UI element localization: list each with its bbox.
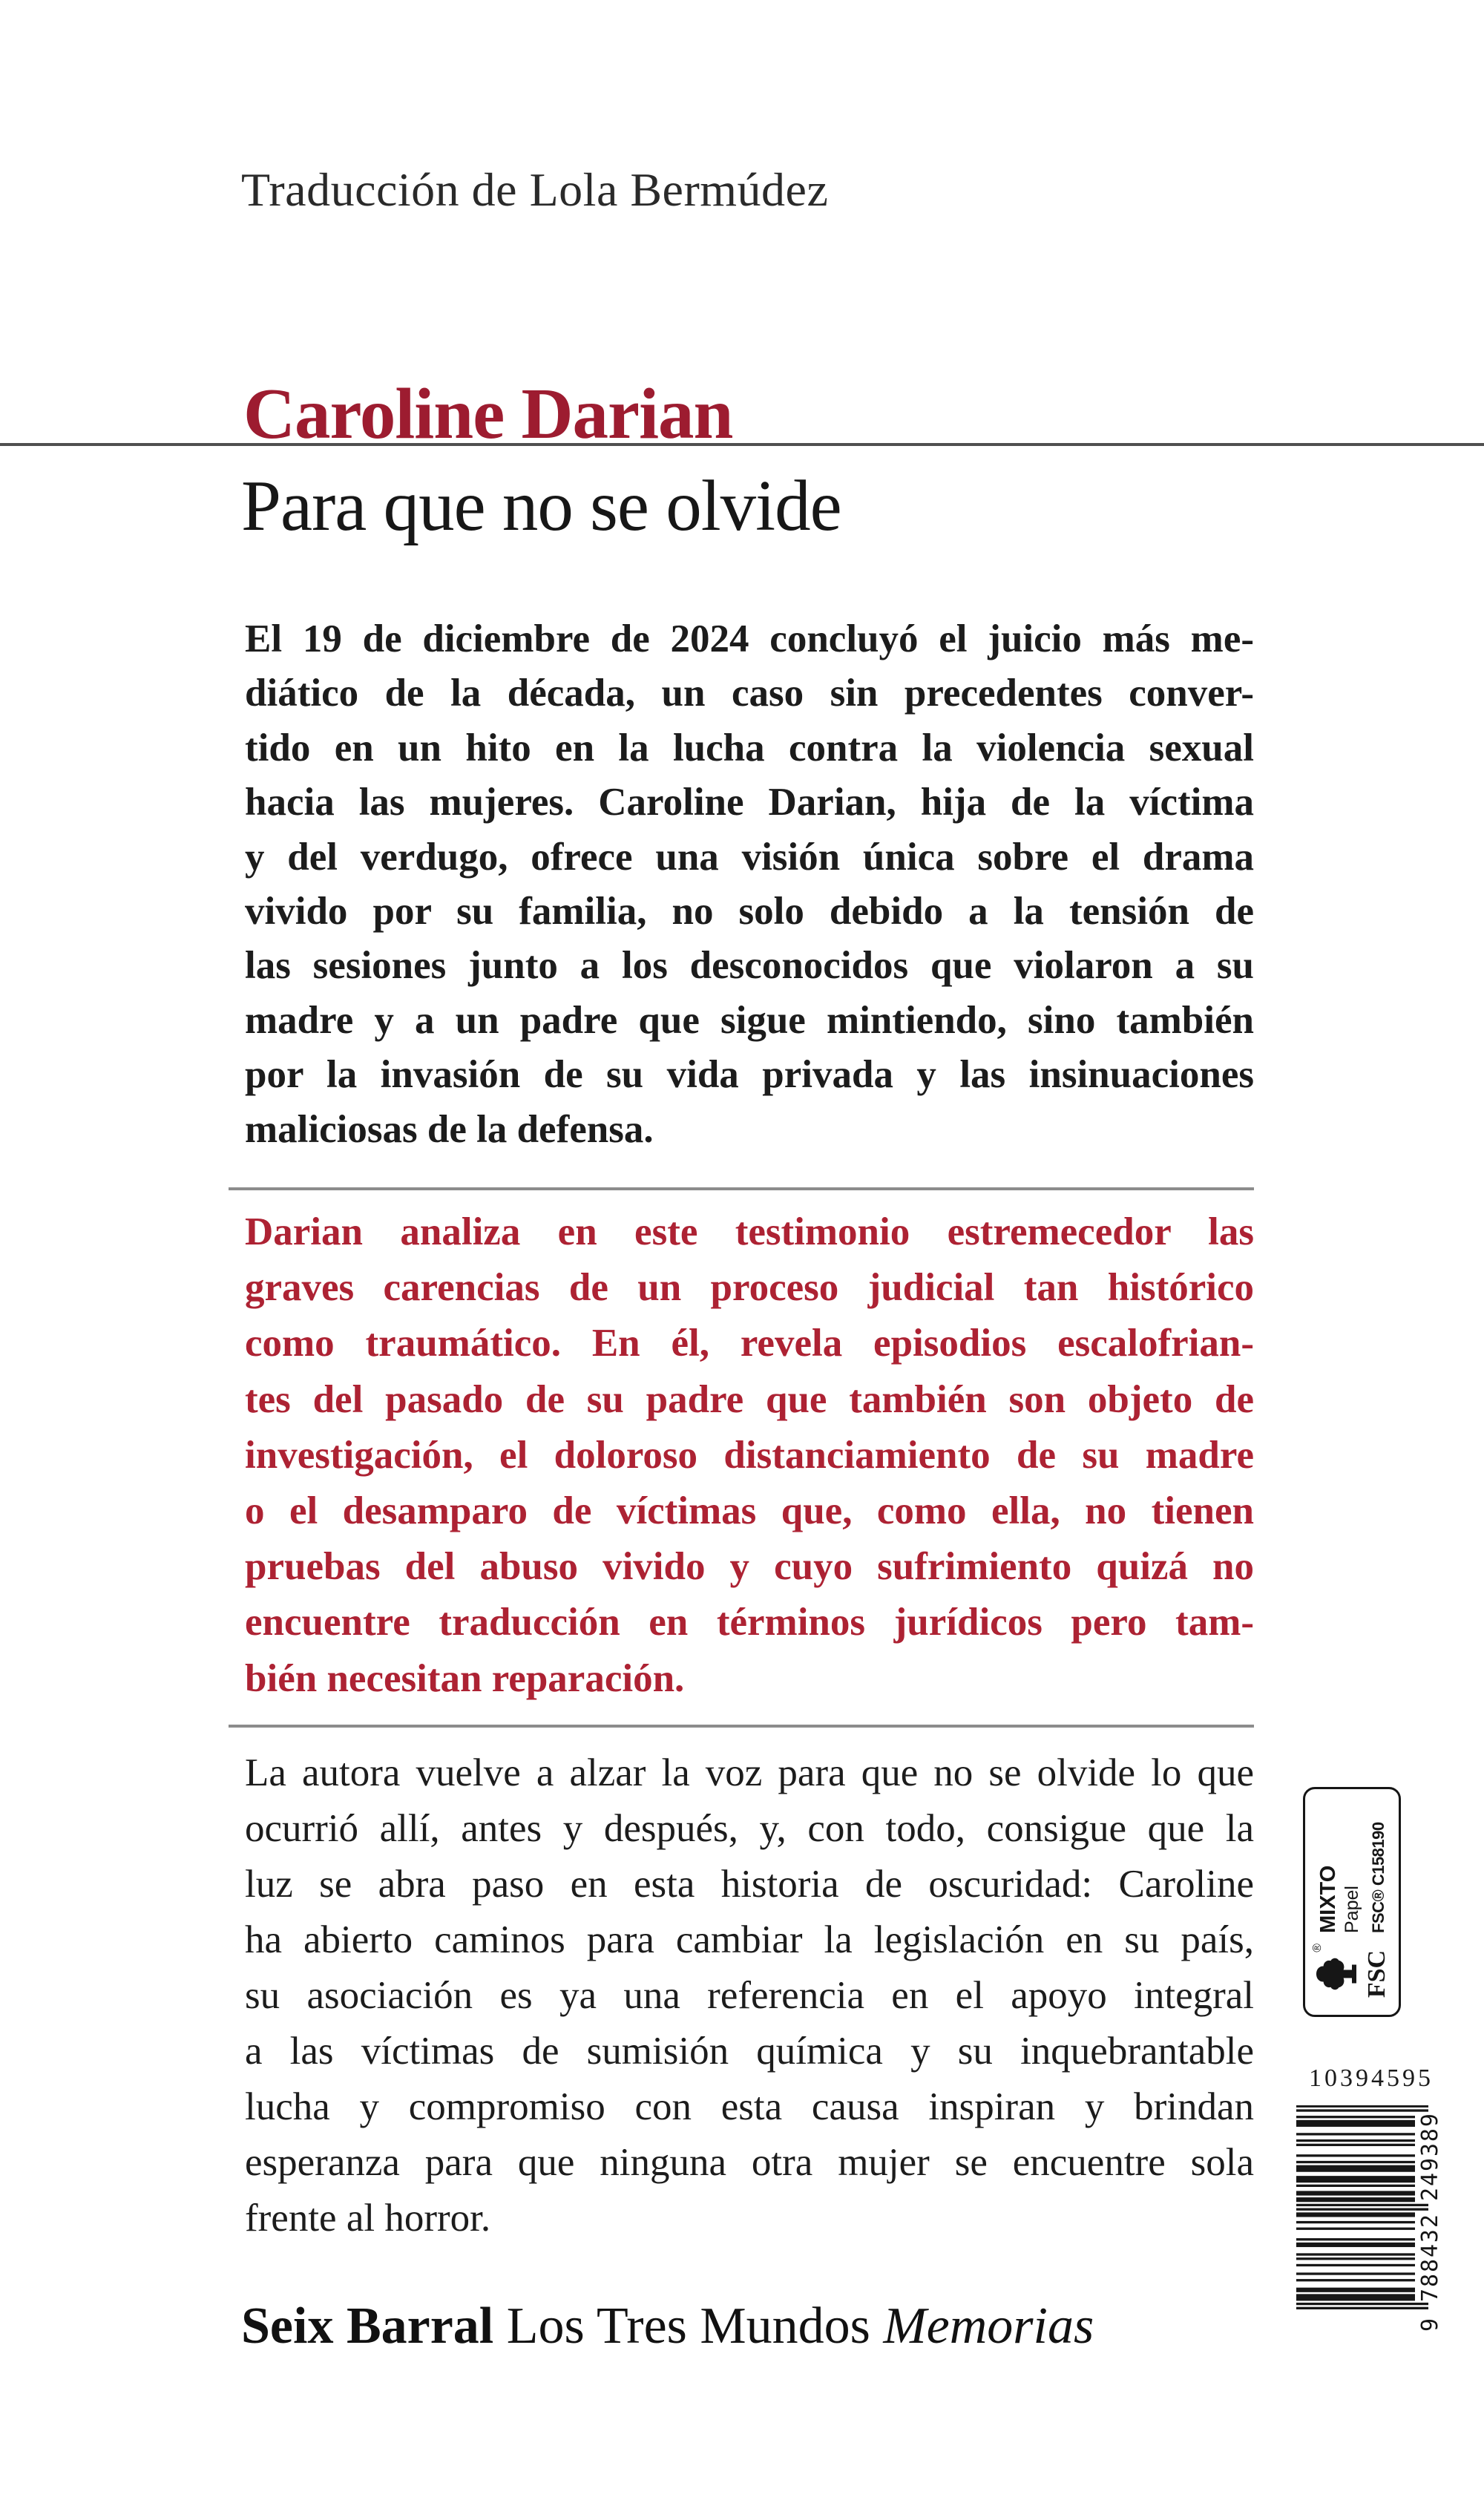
publisher-imprint: Seix Barral xyxy=(241,2298,494,2355)
text-line: y del verdugo, ofrece una visión única sobre el drama xyxy=(245,835,1254,879)
ean-left-digits xyxy=(1419,2214,1442,2302)
text-line: luz se abra paso en esta historia de oscuridad: Caroline xyxy=(245,1863,1254,1906)
text-line: bién necesitan reparación. xyxy=(245,1656,685,1700)
ean-digit: 8 xyxy=(1417,2128,1443,2142)
ean-digit: 9 xyxy=(1417,2157,1443,2172)
fsc-license-code: FSC® C158190 xyxy=(1368,1822,1388,1933)
synopsis-paragraph-1 xyxy=(245,612,1254,1157)
publisher-genre: Memorias xyxy=(883,2298,1094,2355)
print-code: 10394595 xyxy=(1309,2064,1434,2092)
ean-digit: 3 xyxy=(1417,2142,1443,2157)
text-line: La autora vuelve a alzar la voz para que no se olvide lo que xyxy=(245,1751,1254,1794)
ean-digit: 2 xyxy=(1417,2187,1443,2201)
ean-digit: 8 xyxy=(1417,2258,1443,2273)
text-line: ha abierto caminos para cambiar la legislación en su país, xyxy=(245,1918,1254,1961)
fsc-tree-icon xyxy=(1311,1933,1391,2015)
text-line: como traumático. En él, revela episodios escalofrian- xyxy=(245,1322,1254,1365)
author-name: Caroline Darian xyxy=(243,374,733,453)
text-line: a las víctimas de sumisión química y su inquebrantable xyxy=(245,2030,1254,2073)
ean-digit: 8 xyxy=(1417,2273,1443,2288)
fsc-registered-mark: ® xyxy=(1311,1944,1324,1952)
text-line: por la invasión de su vida privada y las insinuaciones xyxy=(245,1053,1254,1097)
text-line: madre y a un padre que sigue mintiendo, sino también xyxy=(245,998,1254,1042)
ean-digit: 3 xyxy=(1417,2229,1443,2243)
text-line: maliciosas de la defensa. xyxy=(245,1107,654,1151)
isbn-barcode xyxy=(1296,2102,1442,2332)
ean-right-digits xyxy=(1419,2113,1442,2201)
translator-line: Traducción de Lola Bermúdez xyxy=(241,163,829,216)
text-line: frente al horror. xyxy=(245,2197,491,2240)
ean-digit: 4 xyxy=(1417,2172,1443,2187)
synopsis-paragraph-2 xyxy=(245,1204,1254,1707)
text-line: vivido por su familia, no solo debido a la tensión de xyxy=(245,890,1254,934)
text-line: Darian analiza en este testimonio estremecedor las xyxy=(245,1210,1254,1253)
text-line: diático de la década, un caso sin precedentes conver- xyxy=(245,672,1254,715)
text-line: encuentre traducción en términos jurídicos pero tam- xyxy=(245,1601,1254,1644)
text-line: o el desamparo de víctimas que, como ella, no tienen xyxy=(245,1489,1254,1533)
ean-first-digit: 9 xyxy=(1417,2318,1443,2332)
text-line: esperanza para que ninguna otra mujer se encuentre sola xyxy=(245,2141,1254,2184)
fsc-material: Papel xyxy=(1341,1886,1362,1933)
publisher-line xyxy=(241,2298,1094,2355)
section-divider-2 xyxy=(229,1725,1254,1728)
ean-digit: 9 xyxy=(1417,2113,1443,2128)
book-title: Para que no se olvide xyxy=(241,466,841,545)
fsc-certification-label xyxy=(1303,1787,1401,2017)
text-line: hacia las mujeres. Caroline Darian, hija de la víctima xyxy=(245,781,1254,824)
synopsis-paragraph-3 xyxy=(245,1745,1254,2246)
text-line: graves carencias de un proceso judicial tan histórico xyxy=(245,1266,1254,1310)
text-line: tido en un hito en la lucha contra la violencia sexual xyxy=(245,726,1254,770)
section-divider-1 xyxy=(229,1187,1254,1190)
text-line: lucha y compromiso con esta causa inspiran y brindan xyxy=(245,2085,1254,2128)
text-line: investigación, el doloroso distanciamiento de su madre xyxy=(245,1433,1254,1477)
text-line: El 19 de diciembre de 2024 concluyó el juicio más me- xyxy=(245,617,1254,660)
publisher-collection: Los Tres Mundos xyxy=(506,2298,870,2355)
ean-digit: 4 xyxy=(1417,2243,1443,2258)
ean-barcode-bars xyxy=(1296,2105,1428,2309)
text-line: pruebas del abuso vivido y cuyo sufrimiento quizá no xyxy=(245,1545,1254,1589)
text-line: ocurrió allí, antes y después, y, con todo, consigue que la xyxy=(245,1807,1254,1850)
text-line: su asociación es ya una referencia en el apoyo integral xyxy=(245,1974,1254,2017)
title-rule xyxy=(0,443,1484,446)
ean-digit: 2 xyxy=(1417,2214,1443,2228)
fsc-label-content xyxy=(1305,1789,1399,2015)
text-line: las sesiones junto a los desconocidos que violaron a su xyxy=(245,944,1254,988)
fsc-wordmark: FSC xyxy=(1363,1949,1391,1998)
fsc-cert-type: MIXTO xyxy=(1316,1865,1341,1933)
ean-digit: 7 xyxy=(1417,2288,1443,2302)
text-line: tes del pasado de su padre que también son objeto de xyxy=(245,1377,1254,1421)
fsc-label-text xyxy=(1317,1789,1387,1933)
